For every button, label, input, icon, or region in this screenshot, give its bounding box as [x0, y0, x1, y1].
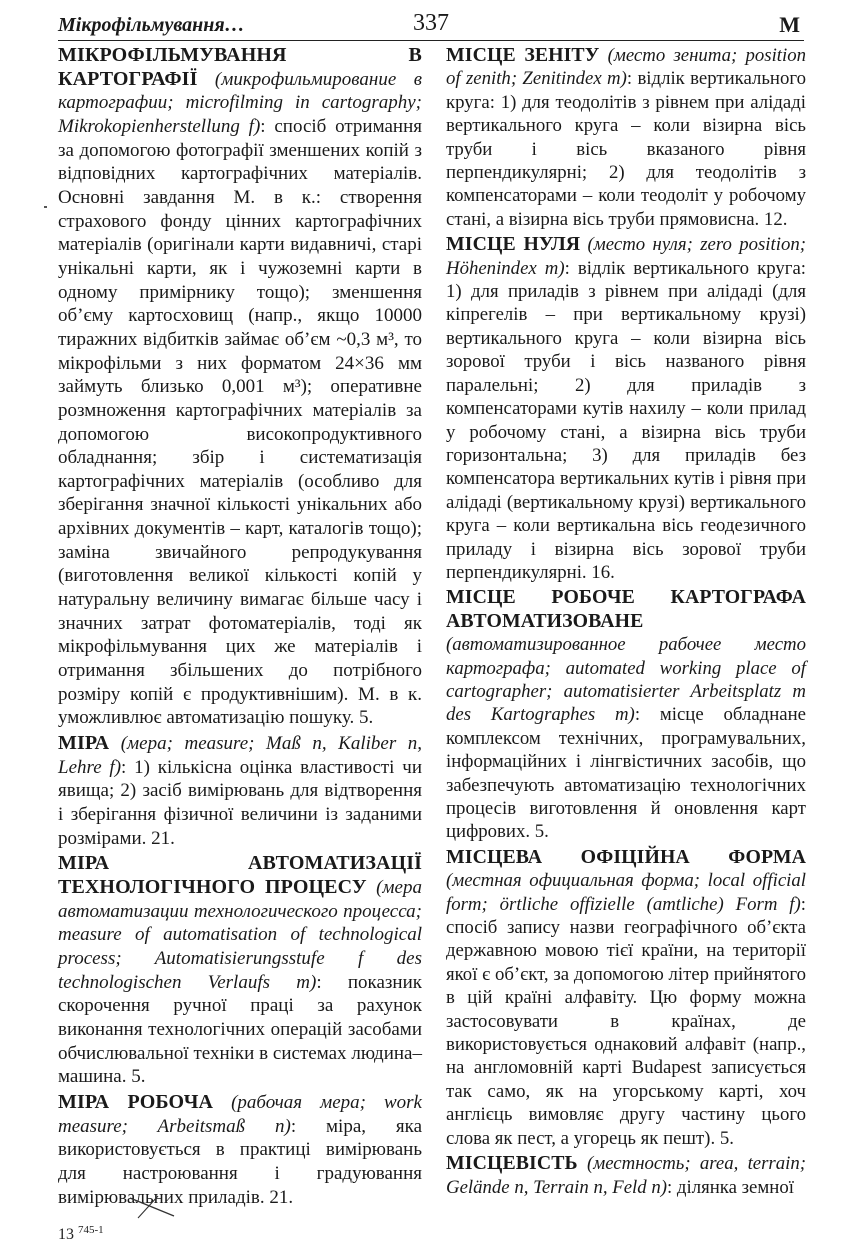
- dictionary-entry: [58, 732, 422, 850]
- dictionary-entry: [58, 44, 422, 730]
- entry-translations: (местная официальная форма; local official form; örtliche offizielle (amtliche) Form f): [446, 870, 806, 915]
- margin-mark: [44, 206, 47, 208]
- left-column: [58, 44, 422, 1211]
- entry-translations: (мера; measure; Maß n, Kaliber n, Lehre f): [58, 733, 422, 778]
- dictionary-entry: [446, 846, 806, 1150]
- page-number: 337: [413, 10, 449, 36]
- entry-definition: : міра, яка використовується в практиці вимірювань для настроювання і градуювання вимірювальних приладів. 21.: [58, 1115, 422, 1208]
- page-header: [58, 8, 804, 41]
- entry-headword: МІРА РОБОЧА: [58, 1090, 214, 1113]
- entry-translations: (микрофильмирование в картографии; microfilming in cartography; Mikrokopienherstellung f): [58, 68, 422, 137]
- entry-definition: : показник скорочення ручної праці за рахунок виконання технологічних операцій засобами обчислювальної техніки в системах людина–машина. 5.: [58, 971, 422, 1088]
- dictionary-entry: [446, 1152, 806, 1199]
- entry-headword: МІСЦЕ РОБОЧЕ КАРТОГРАФА АВТОМАТИЗОВАНЕ: [446, 586, 806, 632]
- entry-translations: (место зенита; position of zenith; Zenitindex m): [446, 45, 807, 90]
- entry-translations: (рабочая мера; work measure; Arbeitsmaß n): [58, 1091, 422, 1137]
- entry-definition: : спосіб отримання за допомогою фотографії зменшених копій з відповідних картографічних матеріалів. Основні завдання М. в к.: створення страхового фонду цінних картографічних матеріалів (оригінали карти видавничі, старі унікальні карти, як і чужоземні карти в одному примірнику тощо); зменшення об’єму картосховищ (напр., якщо 10000 тиражних відбитків займає об’єм ~0,3 м³, то мікрофільми з них форматом 24×36 мм займуть близько 0,001 м³); оперативне розмноження картографічних матеріалів за допомогою високопродуктивного обладнання; збір і систематизація картографічних матеріалів (особливо для зберігання значної кількості унікальних або архівних документів – карт, каталогів тощо); заміна звичайного репродукування (виготовлення великої кількості копій у натуральну величину вимагає більше часу і значних затрат фотоматеріалів, тоді як мікрофільмування цих же матеріалів і отримання збільшених до потрібного розміру копій є продуктивнішим). М. в к. уможливлює автоматизацію пошуку. 5.: [58, 115, 422, 729]
- entry-definition: : 1) кількісна оцінка властивості чи явища; 2) засіб вимірювань для відтворення і зберігання фізичної величини із заданими розмірами. 21.: [58, 756, 422, 849]
- entry-headword: МІРА: [58, 732, 110, 755]
- entry-definition: : місце обладнане комплексом технічних, програмувальних, інформаційних і лінгвістичних засобів, що забезпечують автоматизацію технологічних процесів виготовлення й оновлення карт цифрових. 5.: [446, 704, 806, 843]
- dictionary-entry: [446, 233, 806, 584]
- handwritten-strike-mark: [128, 1192, 176, 1220]
- right-column: [446, 44, 806, 1201]
- entry-headword: МІСЦЕВІСТЬ: [446, 1152, 578, 1175]
- entry-translations: (место нуля; zero position; Höhenindex m): [446, 234, 806, 279]
- dictionary-entry: [446, 586, 806, 843]
- entry-translations: (мера автоматизации технологического процесса; measure of automatisation of technological process; Automatisierungsstufe f des technologischen Verlaufs m): [58, 876, 422, 993]
- entry-definition: : ділянка земної: [667, 1176, 794, 1198]
- entry-headword: МІКРОФІЛЬМУВАННЯ В КАРТОГРАФІЇ: [58, 44, 422, 90]
- section-letter: М: [779, 12, 800, 37]
- signature-number: 13: [58, 1226, 74, 1243]
- entry-definition: : спосіб запису назви географічного об’єкта державною мовою тієї країни, на території якої є об’єкт, за допомогою літер прийнятого в цій країні алфавіту. Цю форму можна застосовувати в країнах, де використовується однаковий алфавіт (напр., на англомовній карті Budapest записується так само, як на угорському карті, хоч англієць вимовляє другу частину цього слова як пест, а угорець як пешт). 5.: [446, 893, 806, 1149]
- entry-headword: МІСЦЕВА ОФІЦІЙНА ФОРМА: [446, 845, 806, 868]
- entry-headword: МІРА АВТОМАТИЗАЦІЇ ТЕХНОЛОГІЧНОГО ПРОЦЕСУ: [58, 852, 422, 898]
- entry-definition: : відлік вертикального круга: 1) для приладів з рівнем при алідаді (для кіпрегелів – при вертикальному крузі) вертикального круга – коли візирна вісь зорової труби і вісь названого рівня паралельні; 2) для приладів з компенсаторами кутів нахилу – коли прилад у робочому стані, а візирна вісь труби горизонтальна; 3) для приладів без компенсатора вертикальних кутів і рівня при алідаді (вертикальному крузі) вертикального круга – коли вертикальна вісь геодезичного приладу і візирна вісь зорової труби перпендикулярні. 16.: [446, 257, 806, 583]
- dictionary-entry: [446, 44, 806, 231]
- entry-headword: МІСЦЕ ЗЕНІТУ: [446, 44, 600, 66]
- dictionary-entry: [58, 1091, 422, 1209]
- entry-definition: : відлік вертикального круга: 1) для теодолітів з рівнем при алідаді вертикального круга – коли візирна вісь труби і вісь вказаного рівня перпендикулярні; 2) для теодолітів з компенсаторами – коли теодоліт у робочому стані, а візирна вісь труби прямовисна. 12.: [446, 68, 806, 230]
- entry-translations: (местность; area, terrain; Gelände n, Terrain n, Feld n): [446, 1153, 806, 1198]
- page-footer: [58, 1224, 104, 1244]
- dictionary-entry: [58, 852, 422, 1089]
- print-code: 745-1: [78, 1224, 104, 1236]
- entry-translations: (автоматизированное рабочее место картографа; automated working place of cartographer; automatisierter Arbeitsplatz m des Kartographes m): [446, 634, 806, 726]
- entry-headword: МІСЦЕ НУЛЯ: [446, 233, 581, 256]
- running-head: Мікрофільмування…: [58, 14, 245, 36]
